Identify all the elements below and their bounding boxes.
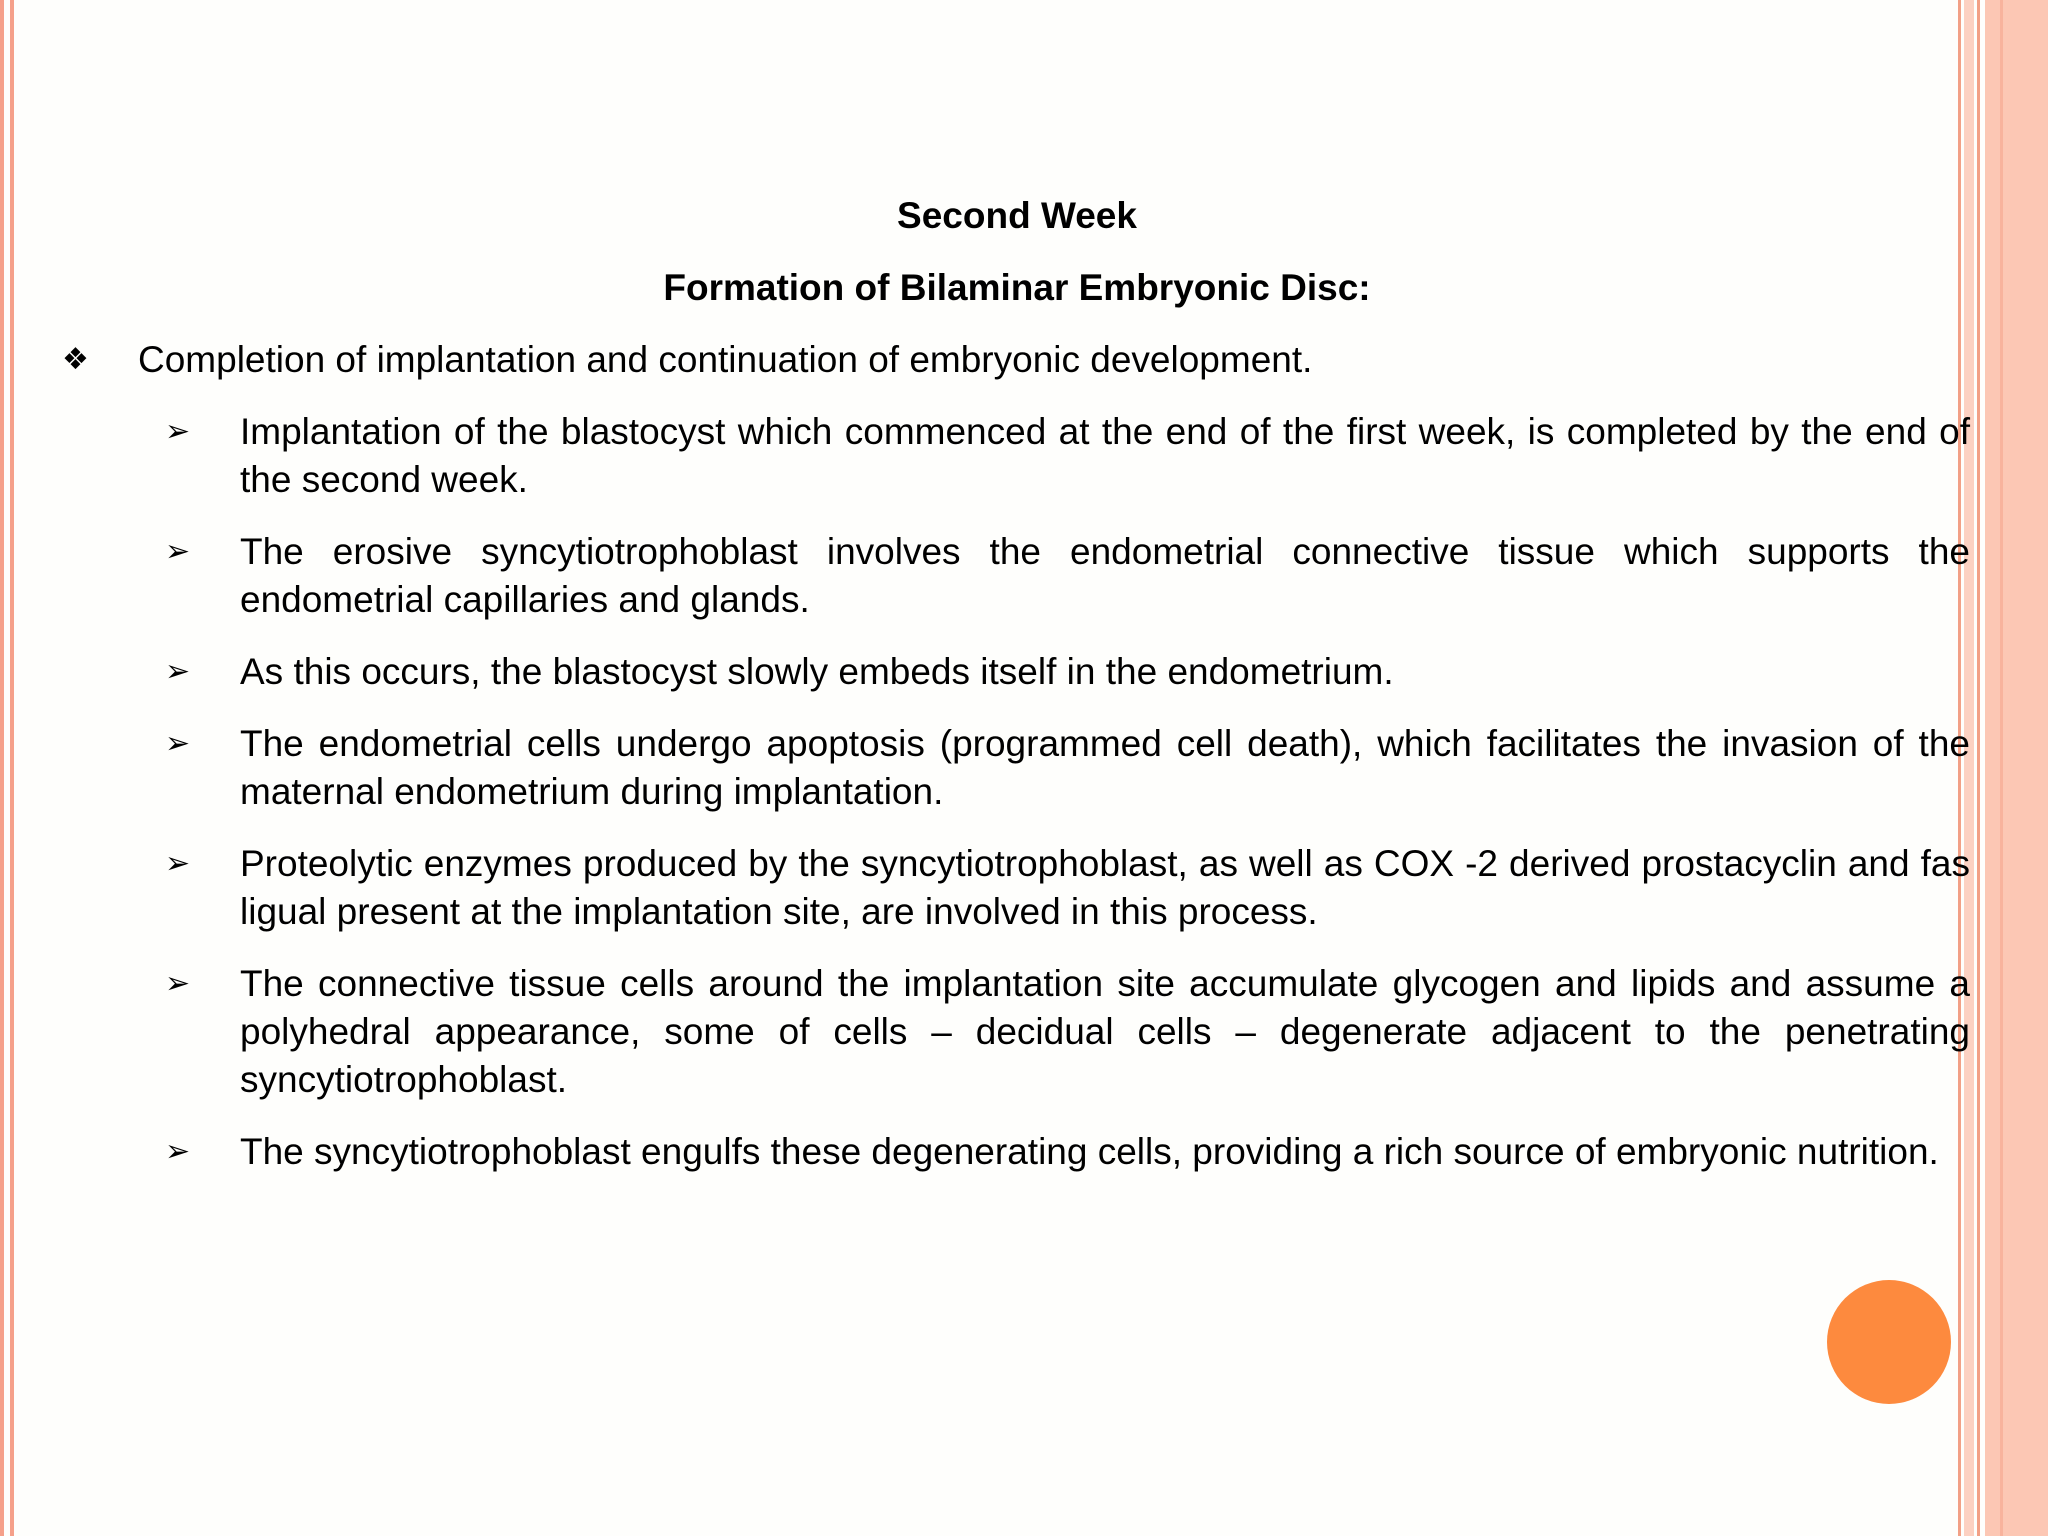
slide-subtitle: Formation of Bilaminar Embryonic Disc:	[663, 267, 1371, 308]
list-item-text: The endometrial cells undergo apoptosis (programmed cell death), which facilitates the invasion of the maternal endometrium during implantation.	[240, 723, 1970, 812]
right-border-band	[1985, 0, 2048, 1536]
list-item-text: The connective tissue cells around the implantation site accumulate glycogen and lipids and assume a polyhedral appearance, some of cells – decidual cells – degenerate adjacent to the penetrating syncytiotrophoblast.	[240, 963, 1970, 1100]
arrow-bullet-icon: ➢	[165, 846, 191, 881]
list-item-text: As this occurs, the blastocyst slowly embeds itself in the endometrium.	[240, 651, 1394, 692]
list-item-text: Proteolytic enzymes produced by the syncytiotrophoblast, as well as COX -2 derived prostacyclin and fas ligual present at the implantation site, are involved in this process.	[240, 843, 1970, 932]
main-bullet-text: Completion of implantation and continuation of embryonic development.	[138, 339, 1313, 380]
list-item	[60, 396, 1970, 516]
sub-bullet-list	[60, 396, 1970, 1188]
left-border-line	[0, 0, 4, 1536]
right-border-line	[2000, 0, 2003, 1536]
arrow-bullet-icon: ➢	[165, 726, 191, 761]
arrow-bullet-icon: ➢	[165, 534, 191, 569]
list-item-text: Implantation of the blastocyst which commenced at the end of the first week, is completed by the end of the second week.	[240, 411, 1970, 500]
list-item	[60, 708, 1970, 828]
arrow-bullet-icon: ➢	[165, 414, 191, 449]
list-item	[60, 828, 1970, 948]
list-item	[60, 948, 1970, 1116]
decorative-orange-circle	[1827, 1280, 1951, 1404]
arrow-bullet-icon: ➢	[165, 1134, 191, 1169]
list-item	[60, 1116, 1970, 1188]
diamond-cluster-bullet-icon: ❖	[62, 342, 89, 377]
list-item-text: The erosive syncytiotrophoblast involves the endometrial connective tissue which supports the endometrial capillaries and glands.	[240, 531, 1970, 620]
list-item	[60, 516, 1970, 636]
left-border-line	[10, 0, 14, 1536]
arrow-bullet-icon: ➢	[165, 654, 191, 689]
list-item-text: The syncytiotrophoblast engulfs these degenerating cells, providing a rich source of embryonic nutrition.	[240, 1131, 1939, 1172]
arrow-bullet-icon: ➢	[165, 966, 191, 1001]
slide-title: Second Week	[897, 195, 1137, 236]
list-item	[60, 636, 1970, 708]
right-border-line	[1977, 0, 1980, 1536]
